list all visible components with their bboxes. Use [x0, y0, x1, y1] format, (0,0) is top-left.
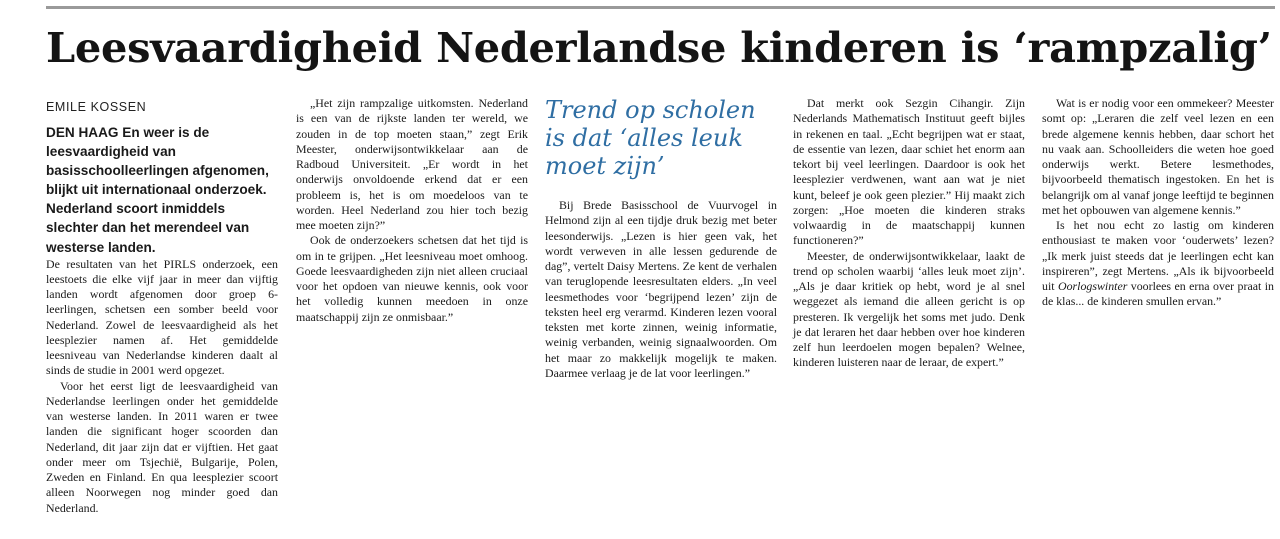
body-paragraph: Voor het eerst ligt de leesvaardigheid van Nederlandse leerlingen onder het gemiddelde van westerse landen. In 2011 waren er twee landen die significant hoger scoorden dan Nederland, dit jaar zijn dat er vijftien. Het gaat onder meer om Tsjechië, Bulgarije, Polen, Zweden en Finland. En qua leesplezier scoort alleen Noorwegen nog minder goed dan Nederland. [46, 378, 278, 515]
body-paragraph: Meester, de onderwijsontwikkelaar, laakt de trend op scholen waarbij ‘alles leuk moet zijn’. „Als je daar kritiek op hebt, word je al snel weggezet als iemand die alleen gericht is op presteren. Ik vergelijk het soms met judo. Denk je dat leraren het daar hebben over hoe kinderen zelf hun leerdoelen mogen bepalen? Welnee, kinderen luisteren naar de leraar, de expert.” [793, 248, 1025, 370]
pull-quote: Trend op scholen is dat ‘alles leuk moet zijn’ [545, 96, 756, 180]
lead-text: En weer is de leesvaardigheid van basisschoolleerlingen afgenomen, blijkt uit internationaal onderzoek. Nederland scoort inmiddels slechter dan het merendeel van westerse landen. [46, 125, 269, 255]
column-1 [46, 96, 278, 516]
body-paragraph: Is het nou echt zo lastig om kinderen enthousiast te maken voor ‘ouderwets’ lezen? „Ik merk juist steeds dat je leerlingen echt kan inspireren”, zegt Mertens. „Als ik bijvoorbeeld uit Oorlogswinter voorlees en erna over praat in de klas... de kinderen smullen ervan.” [1042, 218, 1274, 309]
body-paragraph: Wat is er nodig voor een ommekeer? Meester somt op: „Leraren die zelf veel lezen en een brede algemene kennis hebben, daar schort het nu vaak aan. Schoolleiders die weten hoe goed onderwijs werkt. Betere lesmethodes, bijvoorbeeld thematisch ingestoken. En het is belangrijk om al vanaf jonge leeftijd te beginnen met het opbouwen van algemene kennis.” [1042, 96, 1274, 217]
body-paragraph: De resultaten van het PIRLS onderzoek, een leestoets die elke vijf jaar in meer dan vijftig landen wordt afgenomen door groep 6-leerlingen, schetsen een somber beeld voor Nederland. Zowel de leesvaardigheid als het leesplezier namen af. Het gemiddelde leesniveau van Nederlandse kinderen daalt al sinds de studie in 2001 werd opgezet. [46, 256, 278, 378]
body-paragraph: Bij Brede Basisschool de Vuurvogel in Helmond zijn al een tijdje druk bezig met beter leesonderwijs. „Lezen is hier geen vak, het wordt verweven in alle lessen gedurende de dag”, vertelt Daisy Mertens. Ze kent de verhalen van teruglopende leesresultaten elders. „In veel leesmethodes voor ‘begrijpend lezen’ zijn de teksten heel erg verarmd. Kinderen lezen vooral teksten met korte zinnen, weinig informatie, weinig verbanden, weinig signaalwoorden. Om het maar zo makkelijk mogelijk te maken. Daarmee verlaag je de lat voor leerlingen.” [545, 198, 777, 380]
column-5 [1042, 96, 1274, 310]
lead-paragraph [46, 123, 278, 257]
body-paragraph: Dat merkt ook Sezgin Cihangir. Zijn Nederlands Mathematisch Instituut geeft bijles in rekenen en taal. „Echt begrijpen wat er staat, de essentie van lezen, daar schiet het enorm aan tekort bij veel leerlingen. Daardoor is ook het leesplezier verdwenen, want aan wat je niet kunt, beleef je ook geen plezier.” Hij maakt zich zorgen: „Hoe moeten die kinderen straks volwaardig in de maatschappij kunnen functioneren?” [793, 96, 1025, 248]
top-rule [46, 6, 1275, 9]
byline: EMILE KOSSEN [46, 100, 147, 114]
book-title: Oorlogswinter [1057, 279, 1128, 293]
column-3 [545, 96, 777, 381]
headline: Leesvaardigheid Nederlandse kinderen is ‘rampzalig’ [46, 23, 1272, 72]
column-4 [793, 96, 1025, 371]
body-paragraph: Ook de onderzoekers schetsen dat het tijd is om in te grijpen. „Het leesniveau moet omhoog. Goede leesvaardigheden zijn niet alleen cruciaal voor het opdoen van nieuwe kennis, ook voor het volledig kunnen meedoen in onze maatschappij zijn ze onmisbaar.” [296, 233, 528, 324]
body-paragraph: „Het zijn rampzalige uitkomsten. Nederland is een van de rijkste landen ter wereld, we zouden in de top moeten staan,” zegt Erik Meester, onderwijsontwikkelaar aan de Radboud Universiteit. „Er wordt in het onderwijs onvoldoende erkend dat er een probleem is, het is om moedeloos van te worden. Heel Nederland zou hier toch bezig mee moeten zijn?” [296, 96, 528, 232]
dateline: DEN HAAG [46, 125, 119, 140]
column-2 [296, 96, 528, 325]
